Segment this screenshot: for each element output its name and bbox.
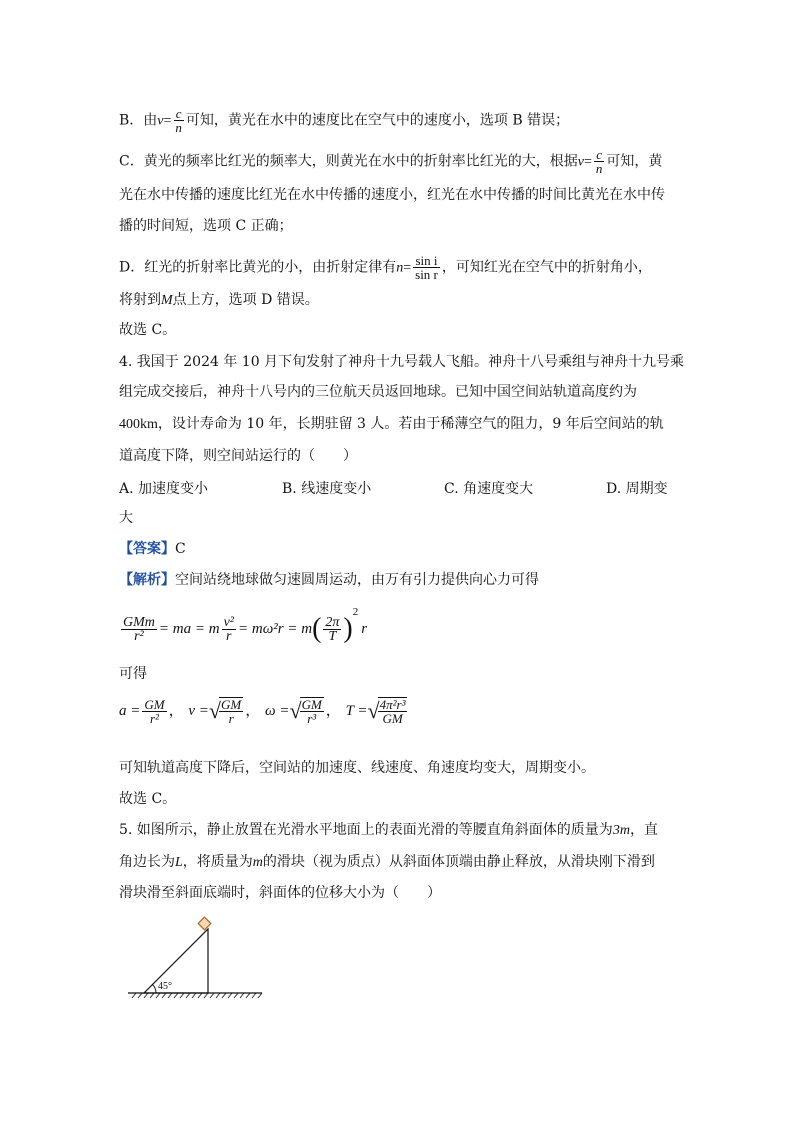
exponent: 2: [352, 606, 359, 618]
math-v: v: [577, 154, 584, 170]
answer-choice-line: 故选 C。: [119, 322, 177, 338]
text: ，直: [629, 822, 658, 838]
option-d-explanation-line1: [119, 254, 652, 281]
comma: ，: [245, 701, 261, 719]
option-c: C. 角速度变大: [444, 481, 534, 497]
option-c-explanation-line1: [119, 148, 662, 175]
text: 角边长为: [119, 854, 175, 870]
question-4-line4: 道高度下降，则空间站运行的（ ）: [119, 448, 357, 464]
ground-hatching: [132, 993, 262, 998]
orbit-height: 400km: [119, 417, 158, 432]
question-4-line3: [119, 414, 664, 435]
question-5-line1: [119, 820, 658, 841]
answer-tag: 【答案】: [119, 541, 175, 557]
fraction-4pi2r3-over-GM: [378, 697, 408, 725]
equals: =: [403, 260, 412, 276]
paren-open: (: [312, 613, 322, 644]
result-intro: 可得: [119, 666, 147, 682]
question-4-line2: 组完成交接后，神舟十八号内的三位航天员返回地球。已知中国空间站轨道高度约为: [119, 384, 637, 400]
option-b-explanation: [119, 107, 569, 134]
option-d: D. 周期变: [606, 481, 668, 497]
fraction-GM-over-r3: [300, 697, 324, 725]
math-L: L: [175, 855, 183, 870]
option-a: A. 加速度变小: [119, 481, 209, 497]
text: ，将质量为: [182, 854, 253, 870]
math-3m: 3m: [612, 823, 630, 838]
text: 可知，黄: [606, 153, 663, 170]
denominator: r: [226, 628, 232, 644]
answer-choice-line-2: 故选 C。: [119, 791, 177, 807]
text: 将射到: [119, 292, 161, 308]
option-b: B. 线速度变小: [282, 481, 372, 497]
math-v: v: [157, 113, 164, 129]
omega-eq: ω =: [265, 703, 290, 719]
text: 的滑块（视为质点）从斜面体顶端由静止释放，从滑块刚下滑到: [262, 854, 655, 870]
text: ，设计寿命为 10 年，长期驻留 3 人。若由于稀薄空气的阻力，9 年后空间站的轨: [157, 416, 664, 432]
text: ，可知红光在空气中的折射角小，: [441, 259, 652, 276]
fraction-sini-over-sinr: [413, 254, 440, 281]
answer-line: [119, 539, 186, 559]
denominator: n: [595, 161, 603, 176]
text: D．红光的折射率比黄光的小，由折射定律有: [119, 259, 397, 276]
slider-block: [198, 917, 211, 930]
denominator: r: [228, 711, 234, 726]
equals: =: [583, 154, 592, 170]
term: r: [361, 621, 368, 637]
question-5-line2: [119, 852, 655, 873]
angle-label: 45°: [158, 981, 172, 992]
question-5-line3: 滑块滑至斜面底端时，斜面体的位移大小为（ ）: [119, 885, 441, 901]
term: = mω²r = m: [237, 621, 313, 637]
option-c-explanation-line3: 播的时间短，选项 C 正确；: [119, 218, 293, 234]
fraction-v2-over-r: [222, 616, 236, 643]
angle-arc: [153, 985, 157, 994]
T-eq: T =: [345, 703, 368, 719]
term: = ma = m: [158, 621, 220, 637]
text: 点上方，选项 D 错误。: [172, 292, 319, 308]
math-M: M: [161, 293, 173, 308]
fraction-GMm-over-r2: [121, 616, 157, 643]
analysis-tag: 【解析】: [119, 572, 175, 588]
question-4-line1: 4. 我国于 2024 年 10 月下旬发射了神舟十九号载人飞船。神舟十八号乘组与神舟十九号乘: [119, 354, 685, 370]
paren-close: ): [343, 613, 353, 644]
denominator: T: [328, 628, 337, 644]
denominator: n: [175, 120, 182, 135]
equals: =: [163, 113, 172, 129]
sqrt-sign: √: [289, 698, 302, 723]
numerator: GMm: [123, 614, 155, 630]
denominator: GM: [382, 711, 403, 726]
numerator: GM: [221, 697, 242, 712]
numerator: v²: [223, 614, 234, 630]
comma: ，: [168, 701, 184, 719]
analysis-line: [119, 570, 539, 590]
numerator: 2π: [325, 614, 340, 630]
fraction-c-over-n: [594, 148, 605, 175]
text: 5. 如图所示，静止放置在光滑水平地面上的表面光滑的等腰直角斜面体的质量为: [119, 822, 613, 838]
numerator: c: [596, 147, 602, 162]
math-n: n: [396, 260, 404, 276]
answer-value: C: [175, 541, 186, 557]
fraction-GM-over-r: [219, 697, 243, 725]
text: B．由: [119, 112, 158, 129]
sqrt-sign: √: [367, 698, 380, 723]
text: 可知，黄光在水中的速度比在空气中的速度小，选项 B 错误；: [185, 112, 570, 129]
incline-wedge: [144, 929, 208, 993]
option-c-explanation-line2: 光在水中传播的速度比红光在水中传播的速度小，红光在水中传播的时间比黄光在水中传: [119, 187, 665, 203]
math-m: m: [252, 855, 263, 870]
fraction-2pi-over-T: [323, 616, 341, 643]
numerator: GM: [144, 696, 165, 712]
text: 空间站绕地球做匀速圆周运动，由万有引力提供向心力可得: [175, 572, 539, 588]
fraction-c-over-n: [173, 107, 184, 134]
numerator: GM: [301, 697, 322, 712]
text: C．黄光的频率比红光的频率大，则黄光在水中的折射率比红光的大，根据: [119, 153, 578, 170]
conclusion-line: 可知轨道高度下降后，空间站的加速度、线速度、角速度均变大，周期变小。: [119, 760, 595, 776]
denominator: r³: [307, 711, 317, 726]
numerator: c: [175, 106, 182, 121]
sqrt-sign: √: [208, 698, 221, 723]
v-eq: v =: [188, 703, 209, 719]
gravity-formula: [119, 606, 367, 645]
numerator: 4π²r³: [379, 697, 406, 712]
denominator: r²: [134, 628, 144, 644]
denominator: sin r: [415, 267, 438, 282]
incline-figure: [124, 915, 268, 1005]
option-d-explanation-line2: [119, 290, 319, 311]
denominator: r²: [150, 710, 159, 726]
a-eq: a =: [119, 703, 141, 719]
comma: ，: [325, 701, 341, 719]
fraction-GM-over-r2: [142, 698, 166, 725]
numerator: sin i: [415, 253, 438, 268]
option-d-wrap: 大: [119, 510, 133, 526]
result-formulas: [119, 697, 409, 725]
